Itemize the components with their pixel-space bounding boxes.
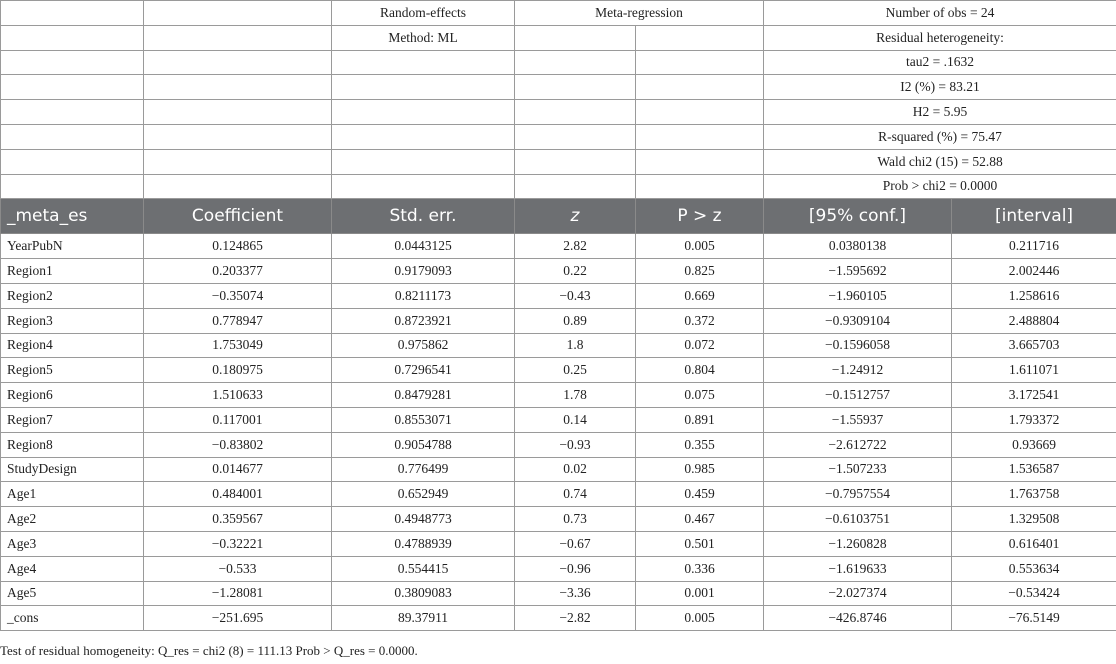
- z-cell: 1.8: [515, 333, 636, 358]
- p-value-cell: 0.891: [636, 407, 764, 432]
- row-label: Age2: [1, 507, 144, 532]
- conf-high-cell: 0.553634: [952, 556, 1116, 581]
- wald-chi2-stat: Wald chi2 (15) = 52.88: [764, 149, 1116, 174]
- empty-cell: [144, 1, 332, 26]
- conf-low-cell: −1.260828: [764, 531, 952, 556]
- coefficient-cell: 0.778947: [144, 308, 332, 333]
- summary-row: [1, 174, 1116, 199]
- random-effects-label: Random-effects: [332, 1, 515, 26]
- coefficient-cell: 1.753049: [144, 333, 332, 358]
- conf-high-cell: 1.793372: [952, 407, 1116, 432]
- z-cell: 0.02: [515, 457, 636, 482]
- row-label: Region8: [1, 432, 144, 457]
- summary-row: [1, 50, 1116, 75]
- std-err-cell: 0.652949: [332, 482, 515, 507]
- std-err-cell: 0.8723921: [332, 308, 515, 333]
- row-label: Region1: [1, 259, 144, 284]
- row-label: YearPubN: [1, 234, 144, 259]
- coefficient-cell: −0.35074: [144, 283, 332, 308]
- table-row: [1, 308, 1116, 333]
- std-err-cell: 0.8553071: [332, 407, 515, 432]
- std-err-cell: 0.9179093: [332, 259, 515, 284]
- summary-row: [1, 124, 1116, 149]
- table-row: [1, 383, 1116, 408]
- z-cell: 2.82: [515, 234, 636, 259]
- column-header-coefficient: Coefficient: [144, 199, 332, 234]
- p-value-cell: 0.669: [636, 283, 764, 308]
- z-cell: 0.74: [515, 482, 636, 507]
- conf-low-cell: −0.9309104: [764, 308, 952, 333]
- row-label: Region4: [1, 333, 144, 358]
- std-err-cell: 0.8479281: [332, 383, 515, 408]
- conf-low-cell: −1.24912: [764, 358, 952, 383]
- footnote: Test of residual homogeneity: Q_res = chi2 (8) = 111.13 Prob > Q_res = 0.0000.: [0, 643, 418, 658]
- table-row: [1, 531, 1116, 556]
- conf-low-cell: −1.595692: [764, 259, 952, 284]
- p-value-cell: 0.005: [636, 234, 764, 259]
- conf-high-cell: 0.211716: [952, 234, 1116, 259]
- p-value-cell: 0.467: [636, 507, 764, 532]
- coefficient-cell: 0.117001: [144, 407, 332, 432]
- conf-low-cell: −0.6103751: [764, 507, 952, 532]
- table-row: [1, 407, 1116, 432]
- conf-low-cell: −0.1596058: [764, 333, 952, 358]
- coefficient-cell: −0.32221: [144, 531, 332, 556]
- conf-high-cell: −0.53424: [952, 581, 1116, 606]
- coefficient-cell: 0.124865: [144, 234, 332, 259]
- z-cell: −3.36: [515, 581, 636, 606]
- row-label: Age1: [1, 482, 144, 507]
- conf-high-cell: 3.665703: [952, 333, 1116, 358]
- p-value-cell: 0.804: [636, 358, 764, 383]
- row-label: Region5: [1, 358, 144, 383]
- conf-low-cell: −1.960105: [764, 283, 952, 308]
- p-value-cell: 0.372: [636, 308, 764, 333]
- summary-row: [1, 100, 1116, 125]
- coefficient-cell: −1.28081: [144, 581, 332, 606]
- conf-high-cell: 0.616401: [952, 531, 1116, 556]
- p-value-cell: 0.001: [636, 581, 764, 606]
- row-label: Region2: [1, 283, 144, 308]
- p-value-cell: 0.355: [636, 432, 764, 457]
- p-value-cell: 0.005: [636, 606, 764, 631]
- table-body: [1, 234, 1116, 631]
- conf-high-cell: 2.488804: [952, 308, 1116, 333]
- i2-stat: I2 (%) = 83.21: [764, 75, 1116, 100]
- column-header-conf-low: [95% conf.]: [764, 199, 952, 234]
- std-err-cell: 89.37911: [332, 606, 515, 631]
- conf-low-cell: −2.612722: [764, 432, 952, 457]
- coefficient-cell: 0.014677: [144, 457, 332, 482]
- conf-low-cell: −0.7957554: [764, 482, 952, 507]
- table-row: [1, 234, 1116, 259]
- std-err-cell: 0.776499: [332, 457, 515, 482]
- z-cell: 1.78: [515, 383, 636, 408]
- conf-high-cell: 1.258616: [952, 283, 1116, 308]
- coefficient-cell: 0.359567: [144, 507, 332, 532]
- z-cell: −2.82: [515, 606, 636, 631]
- column-header-row: [1, 199, 1116, 234]
- table-row: [1, 581, 1116, 606]
- column-header-meta-es: _meta_es: [1, 199, 144, 234]
- conf-low-cell: −1.507233: [764, 457, 952, 482]
- p-value-cell: 0.825: [636, 259, 764, 284]
- std-err-cell: 0.3809083: [332, 581, 515, 606]
- std-err-cell: 0.554415: [332, 556, 515, 581]
- z-cell: −0.93: [515, 432, 636, 457]
- conf-high-cell: 0.93669: [952, 432, 1116, 457]
- z-cell: 0.89: [515, 308, 636, 333]
- empty-cell: [515, 25, 636, 50]
- conf-low-cell: −426.8746: [764, 606, 952, 631]
- coefficient-cell: 0.203377: [144, 259, 332, 284]
- z-cell: −0.67: [515, 531, 636, 556]
- row-label: Region7: [1, 407, 144, 432]
- p-value-cell: 0.459: [636, 482, 764, 507]
- row-label: Region6: [1, 383, 144, 408]
- column-header-std-err: Std. err.: [332, 199, 515, 234]
- std-err-cell: 0.4948773: [332, 507, 515, 532]
- p-value-cell: 0.072: [636, 333, 764, 358]
- table-row: [1, 333, 1116, 358]
- p-value-cell: 0.501: [636, 531, 764, 556]
- z-cell: 0.14: [515, 407, 636, 432]
- std-err-cell: 0.4788939: [332, 531, 515, 556]
- table-row: [1, 358, 1116, 383]
- table-row: [1, 482, 1116, 507]
- row-label: Age5: [1, 581, 144, 606]
- coefficient-cell: 0.180975: [144, 358, 332, 383]
- z-cell: 0.25: [515, 358, 636, 383]
- empty-cell: [636, 25, 764, 50]
- std-err-cell: 0.0443125: [332, 234, 515, 259]
- table-row: [1, 556, 1116, 581]
- number-of-obs: Number of obs = 24: [764, 1, 1116, 26]
- row-label: Age3: [1, 531, 144, 556]
- coefficient-cell: −0.83802: [144, 432, 332, 457]
- z-cell: −0.43: [515, 283, 636, 308]
- table-row: [1, 283, 1116, 308]
- table-row: [1, 606, 1116, 631]
- method-label: Method: ML: [332, 25, 515, 50]
- conf-high-cell: −76.5149: [952, 606, 1116, 631]
- conf-low-cell: 0.0380138: [764, 234, 952, 259]
- std-err-cell: 0.7296541: [332, 358, 515, 383]
- coefficient-cell: −251.695: [144, 606, 332, 631]
- table-row: [1, 507, 1116, 532]
- coefficient-cell: −0.533: [144, 556, 332, 581]
- prob-chi2-stat: Prob > chi2 = 0.0000: [764, 174, 1116, 199]
- z-cell: 0.22: [515, 259, 636, 284]
- table-row: [1, 457, 1116, 482]
- table-row: [1, 259, 1116, 284]
- row-label: Region3: [1, 308, 144, 333]
- meta-regression-label: Meta-regression: [515, 1, 764, 26]
- conf-low-cell: −1.619633: [764, 556, 952, 581]
- h2-stat: H2 = 5.95: [764, 100, 1116, 125]
- conf-low-cell: −2.027374: [764, 581, 952, 606]
- conf-high-cell: 2.002446: [952, 259, 1116, 284]
- summary-row: [1, 25, 1116, 50]
- column-header-conf-high: [interval]: [952, 199, 1116, 234]
- p-value-cell: 0.075: [636, 383, 764, 408]
- std-err-cell: 0.975862: [332, 333, 515, 358]
- empty-cell: [1, 1, 144, 26]
- residual-heterogeneity-label: Residual heterogeneity:: [764, 25, 1116, 50]
- p-value-cell: 0.985: [636, 457, 764, 482]
- empty-cell: [1, 25, 144, 50]
- conf-high-cell: 3.172541: [952, 383, 1116, 408]
- conf-low-cell: −1.55937: [764, 407, 952, 432]
- r-squared-stat: R-squared (%) = 75.47: [764, 124, 1116, 149]
- row-label: StudyDesign: [1, 457, 144, 482]
- row-label: Age4: [1, 556, 144, 581]
- coefficient-cell: 0.484001: [144, 482, 332, 507]
- z-cell: 0.73: [515, 507, 636, 532]
- summary-row: [1, 75, 1116, 100]
- empty-cell: [144, 25, 332, 50]
- tau2-stat: tau2 = .1632: [764, 50, 1116, 75]
- p-value-cell: 0.336: [636, 556, 764, 581]
- conf-low-cell: −0.1512757: [764, 383, 952, 408]
- summary-row: [1, 149, 1116, 174]
- conf-high-cell: 1.329508: [952, 507, 1116, 532]
- conf-high-cell: 1.611071: [952, 358, 1116, 383]
- std-err-cell: 0.9054788: [332, 432, 515, 457]
- std-err-cell: 0.8211173: [332, 283, 515, 308]
- z-cell: −0.96: [515, 556, 636, 581]
- conf-high-cell: 1.536587: [952, 457, 1116, 482]
- coefficient-cell: 1.510633: [144, 383, 332, 408]
- column-header-p-value: P > z: [636, 199, 764, 234]
- column-header-z: z: [515, 199, 636, 234]
- summary-row: [1, 1, 1116, 26]
- conf-high-cell: 1.763758: [952, 482, 1116, 507]
- row-label: _cons: [1, 606, 144, 631]
- table-row: [1, 432, 1116, 457]
